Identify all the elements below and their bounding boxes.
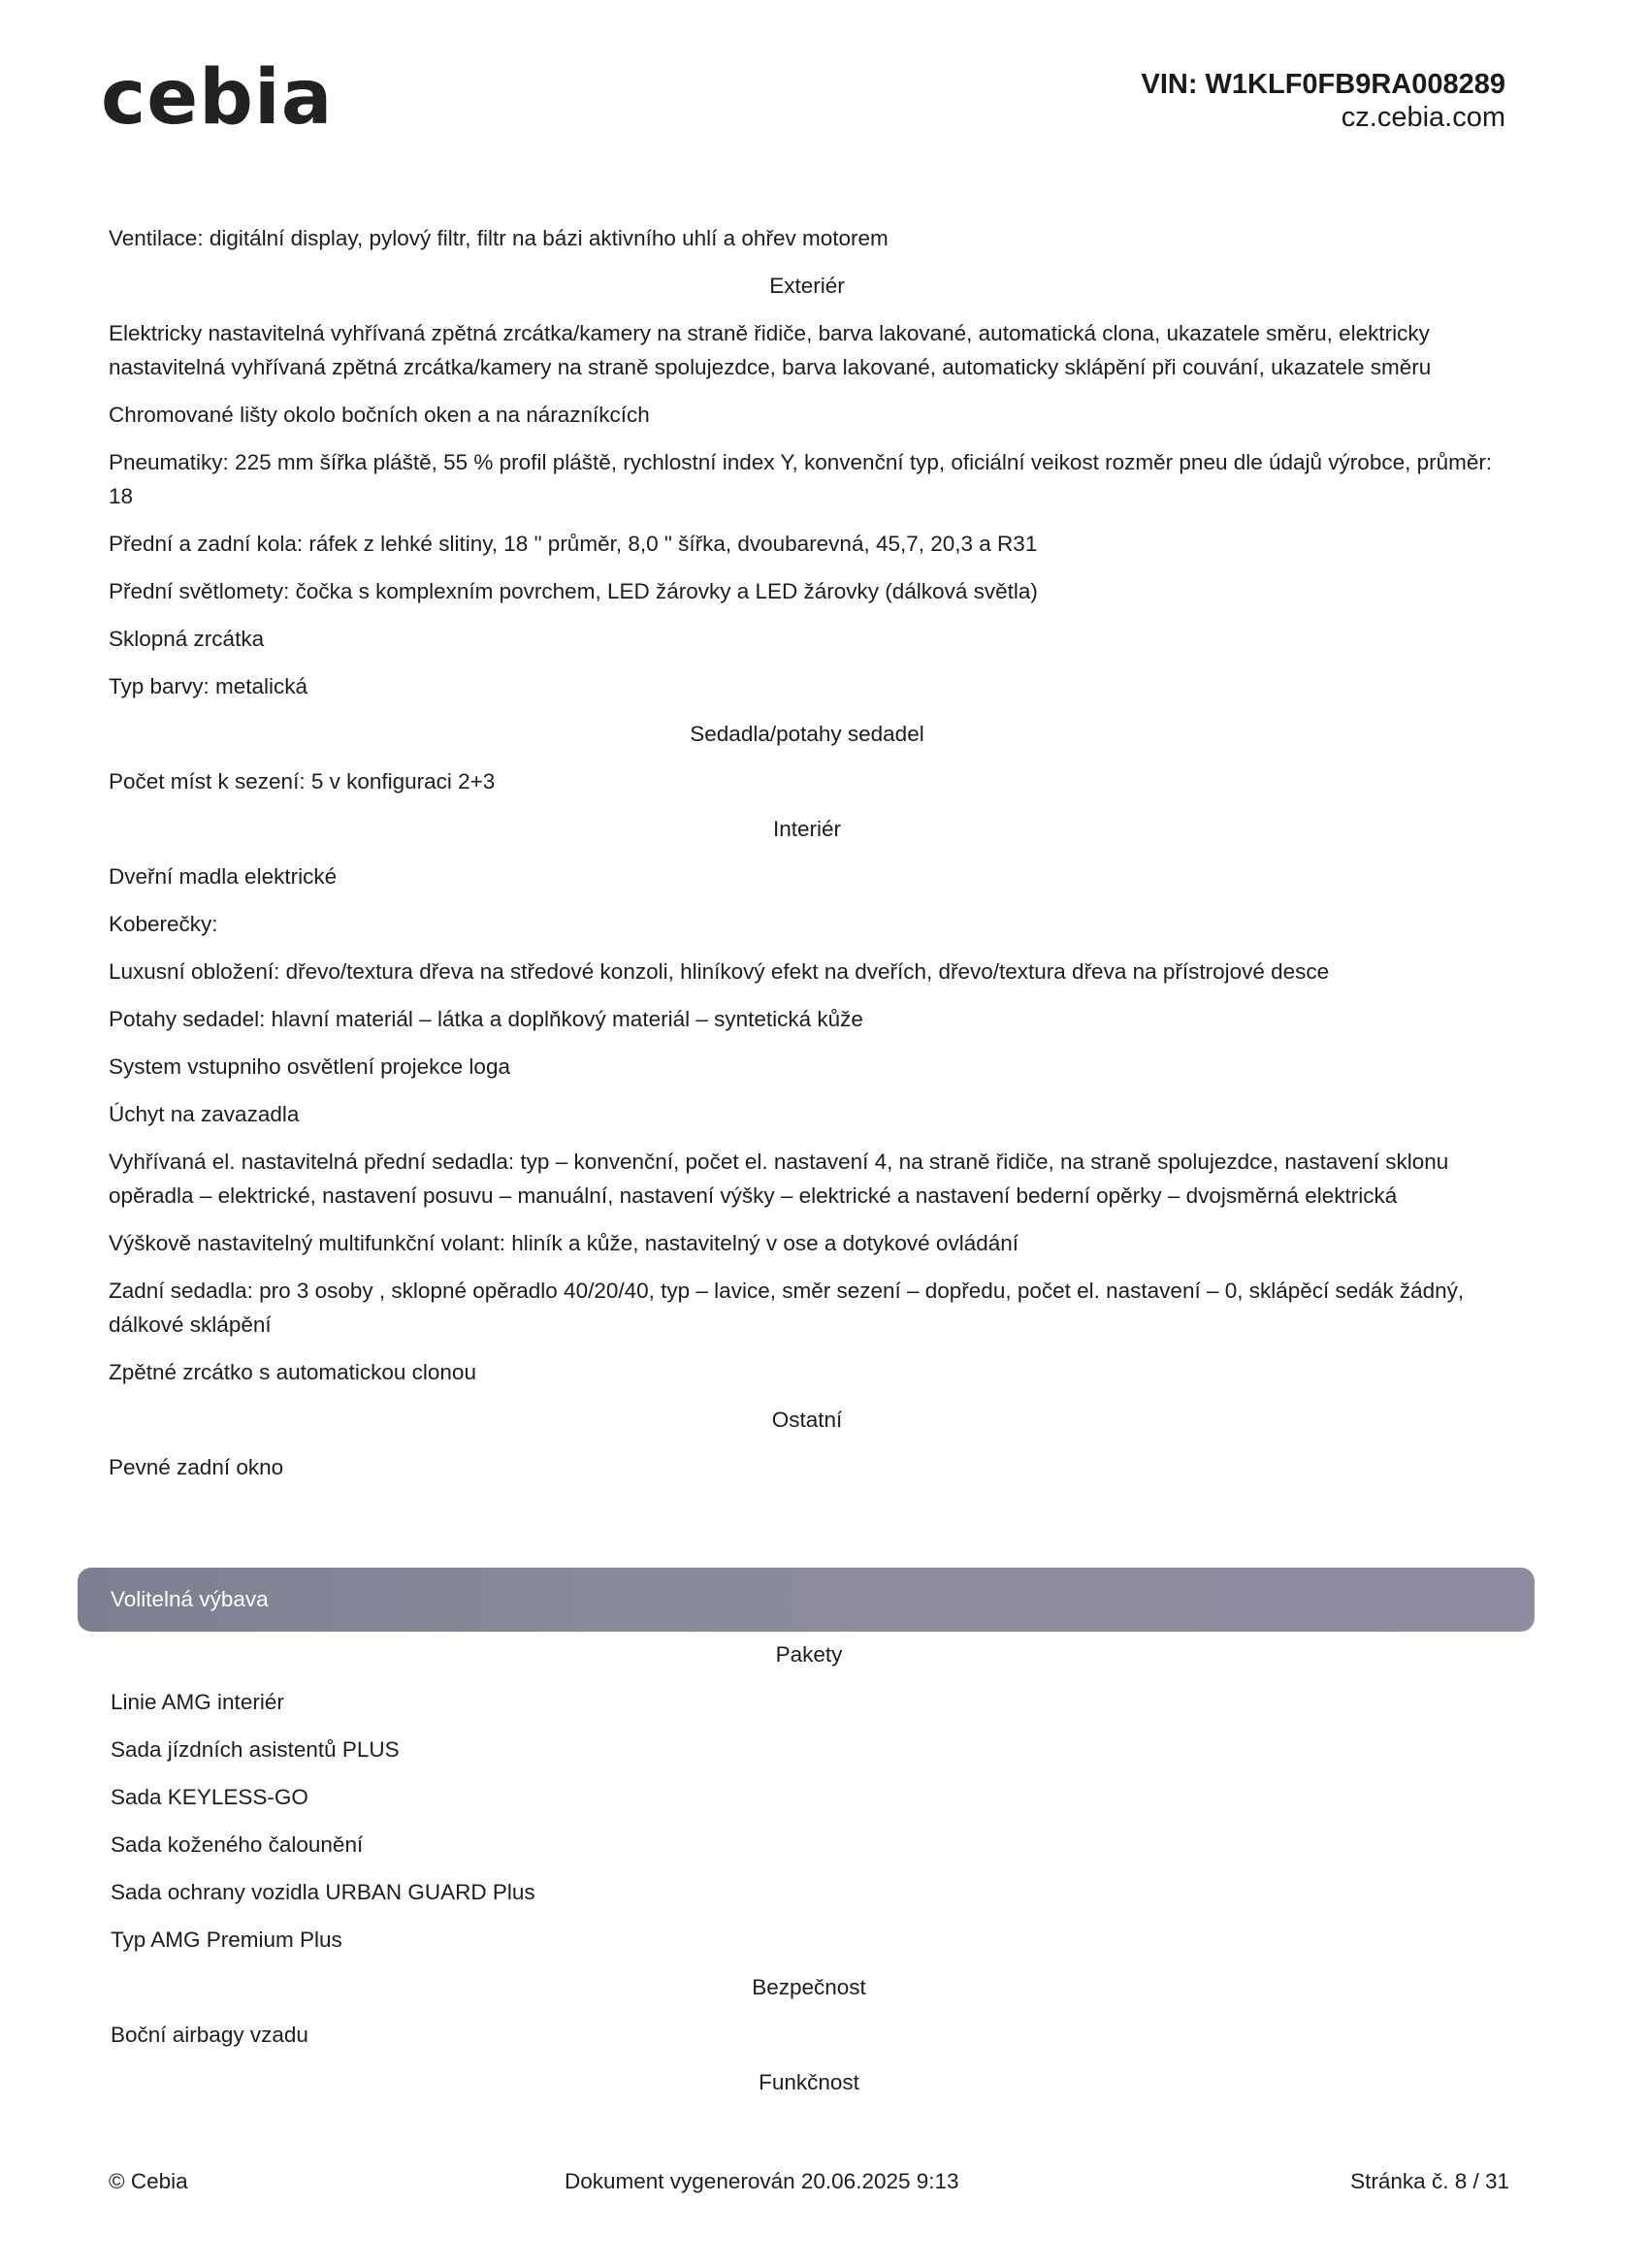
list-item: Koberečky: xyxy=(109,912,218,936)
section-heading-sedadla: Sedadla/potahy sedadel xyxy=(690,722,924,746)
list-item: Počet míst k sezení: 5 v konfiguraci 2+3 xyxy=(109,769,496,794)
list-item: Přední světlomety: čočka s komplexním povrchem, LED žárovky a LED žárovky (dálková světla) xyxy=(109,579,1038,603)
section-heading-funkcnost: Funkčnost xyxy=(759,2070,859,2094)
cebia-logo: cebia xyxy=(101,54,334,142)
list-item: Zpětné zrcátko s automatickou clonou xyxy=(109,1360,476,1384)
list-item: Boční airbagy vzadu xyxy=(111,2023,308,2047)
list-item: Typ barvy: metalická xyxy=(109,674,308,698)
list-item: Chromované lišty okolo bočních oken a na nárazníkcích xyxy=(109,403,650,427)
section-heading-exterier: Exteriér xyxy=(769,274,845,298)
section-heading-pakety: Pakety xyxy=(775,1642,843,1667)
list-item: Dveřní madla elektrické xyxy=(109,864,338,889)
list-item: Sada ochrany vozidla URBAN GUARD Plus xyxy=(111,1880,535,1904)
list-item: Sada jízdních asistentů PLUS xyxy=(111,1737,400,1762)
list-item: Úchyt na zavazadla xyxy=(109,1102,300,1126)
list-item: Sada KEYLESS-GO xyxy=(111,1785,308,1809)
section-heading-interier: Interiér xyxy=(772,817,842,841)
list-item: Pneumatiky: 225 mm šířka pláště, 55 % profil pláště, rychlostní index Y, konvenční typ, oficiální veikost rozměr pneu dle údajů výrobce, průměr: 18 xyxy=(109,450,1493,508)
optional-equipment-list xyxy=(111,1637,1507,2113)
list-item: Potahy sedadel: hlavní materiál – látka a doplňkový materiál – syntetická kůže xyxy=(109,1007,863,1031)
site-url: cz.cebia.com xyxy=(1341,102,1505,133)
list-item: Linie AMG interiér xyxy=(111,1690,284,1714)
equipment-list xyxy=(109,221,1505,1498)
list-item: Ventilace: digitální display, pylový filtr, filtr na bázi aktivního uhlí a ohřev motorem xyxy=(109,226,889,250)
section-band-volitelna-vybava xyxy=(78,1568,1535,1632)
section-heading-bezpecnost: Bezpečnost xyxy=(752,1975,866,1999)
footer-copyright: © Cebia xyxy=(109,2169,188,2193)
footer-page-number: Stránka č. 8 / 31 xyxy=(1350,2169,1509,2193)
vin-block xyxy=(1142,68,1506,134)
list-item: Zadní sedadla: pro 3 osoby , sklopné opěradlo 40/20/40, typ – lavice, směr sezení – dopředu, počet el. nastavení – 0, sklápěcí sedák žádný, dálkové sklápění xyxy=(109,1279,1465,1337)
vin-number: VIN: W1KLF0FB9RA008289 xyxy=(1141,69,1505,100)
list-item: Přední a zadní kola: ráfek z lehké slitiny, 18 " průměr, 8,0 " šířka, dvoubarevná, 45,7, 20,3 a R31 xyxy=(109,532,1038,556)
list-item: Pevné zadní okno xyxy=(109,1455,284,1479)
list-item: Výškově nastavitelný multifunkční volant: hliník a kůže, nastavitelný v ose a dotykové ovládání xyxy=(109,1231,1019,1255)
list-item: Typ AMG Premium Plus xyxy=(111,1928,342,1952)
list-item: Sada koženého čalounění xyxy=(111,1832,364,1857)
footer-generated: Dokument vygenerován 20.06.2025 9:13 xyxy=(565,2169,959,2193)
list-item: Vyhřívaná el. nastavitelná přední sedadla: typ – konvenční, počet el. nastavení 4, na straně řidiče, na straně spolujezdce, nastavení sklonu opěradla – elektrické, nastavení posuvu – manuální, nastavení výšky – elektrické a nastavení bederní opěrky – dvojsměrná elektrická xyxy=(109,1150,1449,1208)
section-heading-ostatni: Ostatní xyxy=(771,1408,843,1432)
list-item: Luxusní obložení: dřevo/textura dřeva na středové konzoli, hliníkový efekt na dveřích, dřevo/textura dřeva na přístrojové desce xyxy=(109,959,1330,984)
band-title: Volitelná výbava xyxy=(111,1587,269,1611)
list-item: System vstupniho osvětlení projekce loga xyxy=(109,1054,510,1079)
list-item: Sklopná zrcátka xyxy=(109,627,265,651)
list-item: Elektricky nastavitelná vyhřívaná zpětná zrcátka/kamery na straně řidiče, barva lakované, automatická clona, ukazatele směru, elektricky nastavitelná vyhřívaná zpětná zrcátka/kamery na straně spolujezdce, barva lakované, automaticky sklápění při couvání, ukazatele směru xyxy=(109,321,1432,379)
